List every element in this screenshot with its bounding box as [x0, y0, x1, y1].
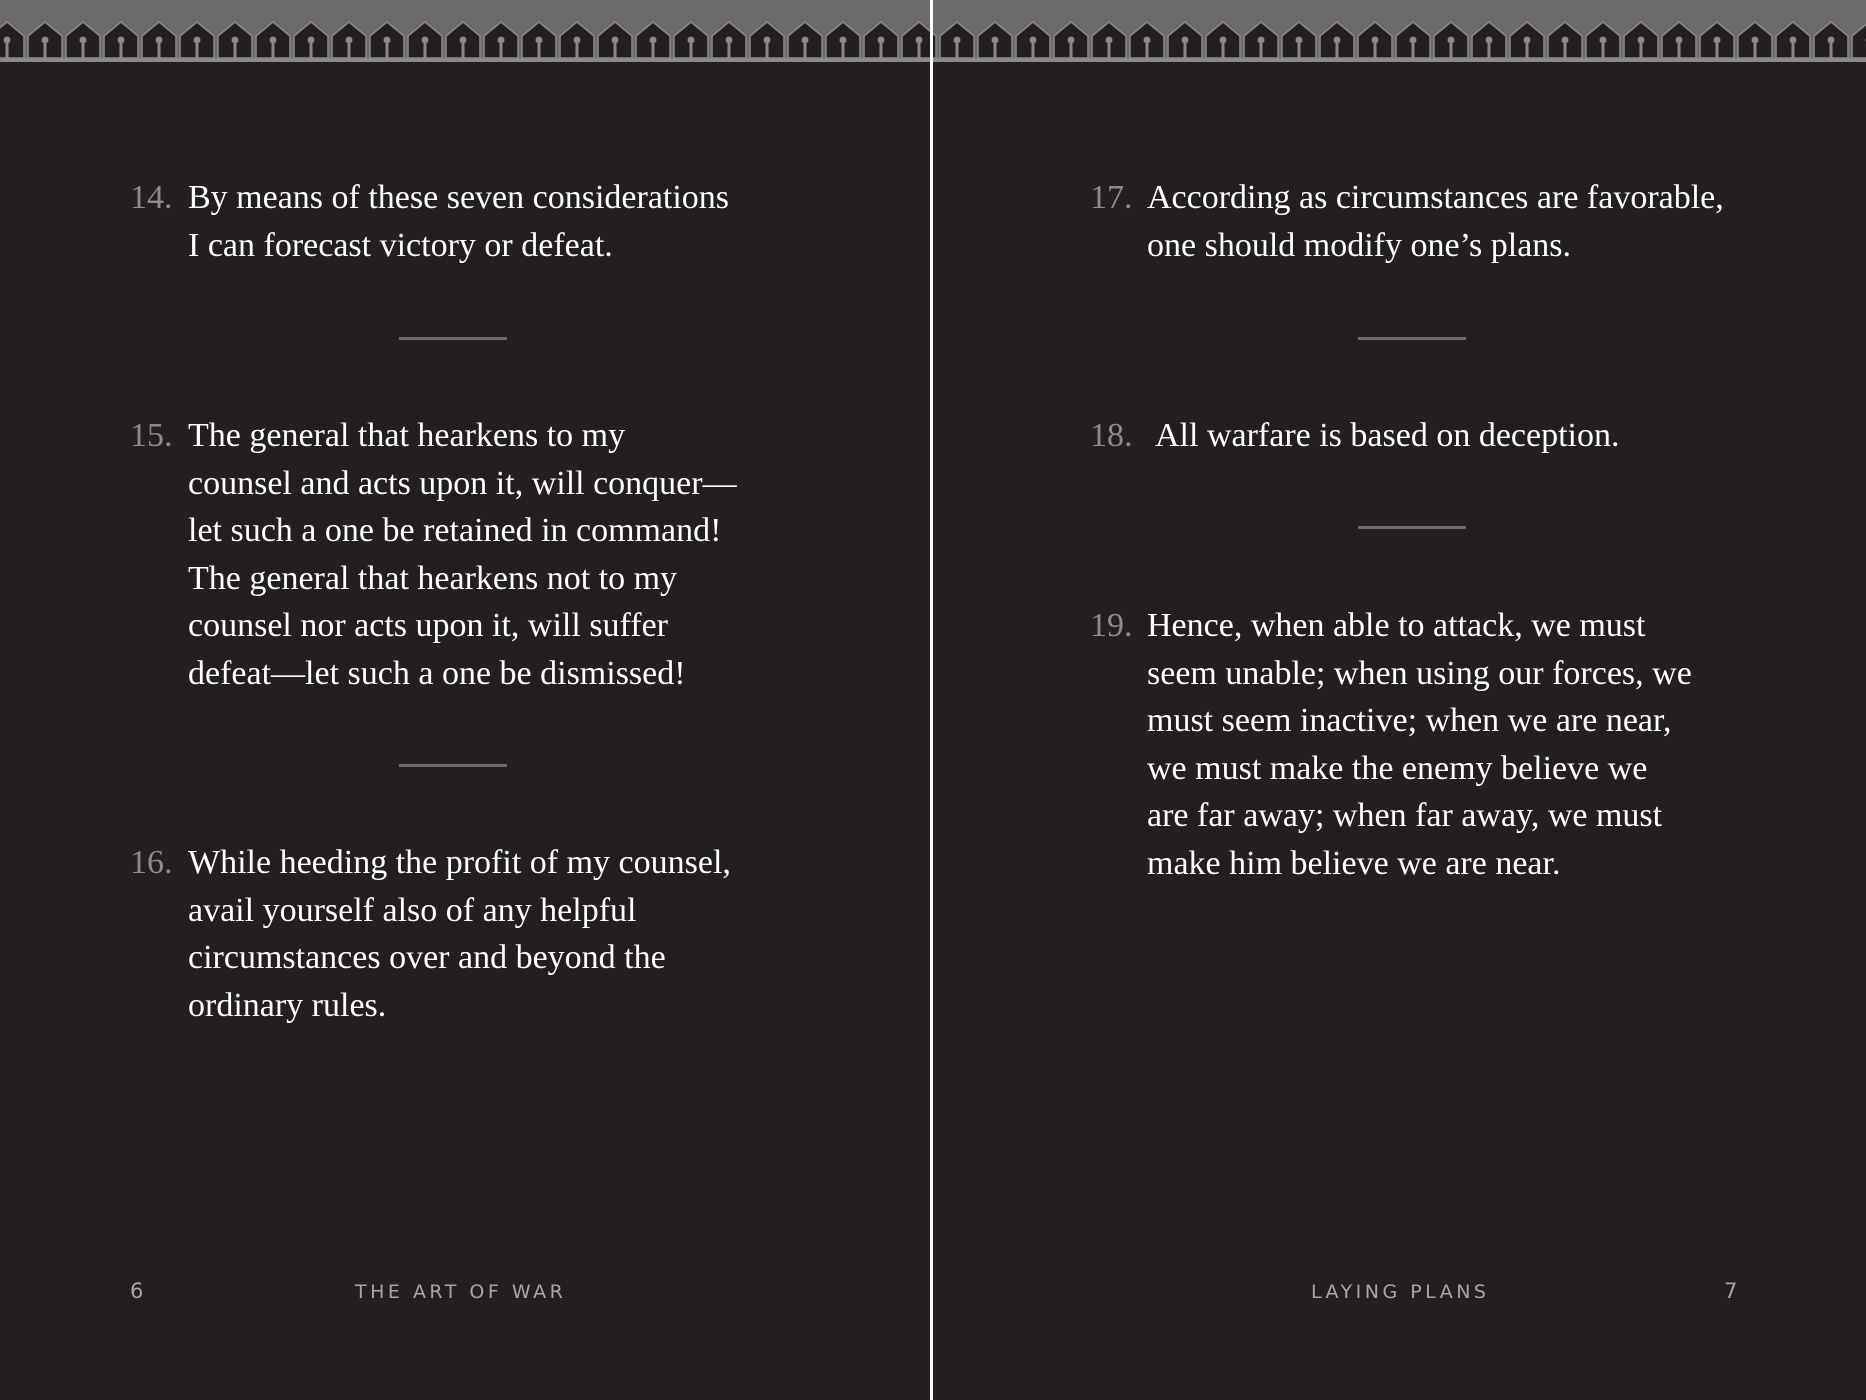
text-line: By means of these seven considerations [188, 179, 730, 216]
text-line: I can forecast victory or defeat. [188, 226, 613, 264]
text-line: defeat—let such a one be dismissed! [188, 654, 686, 692]
item-number: 18. [1090, 417, 1133, 454]
text-line: make him believe we are near. [1147, 844, 1561, 882]
item-number: 17. [1090, 179, 1133, 216]
text-line: ordinary rules. [188, 986, 387, 1024]
paragraph-16 [188, 839, 731, 1029]
paragraph-14 [188, 174, 729, 269]
text-line: counsel and acts upon it, will conquer— [188, 464, 737, 502]
text-line: must seem inactive; when we are near, [1147, 702, 1672, 740]
page-number: 7 [1724, 1279, 1738, 1303]
left-page [0, 66, 930, 1400]
running-head: LAYING PLANS [1311, 1281, 1490, 1303]
section-separator [399, 764, 507, 767]
text-line: The general that hearkens not to my [188, 559, 678, 597]
section-separator [399, 337, 507, 340]
text-line: avail yourself also of any helpful [188, 891, 637, 929]
text-line: While heeding the profit of my counsel, [188, 844, 731, 881]
section-separator [1358, 526, 1466, 529]
item-number: 19. [1090, 607, 1133, 644]
text-line: let such a one be retained in command! [188, 512, 722, 550]
section-separator [1358, 337, 1466, 340]
text-line: The general that hearkens to my [188, 417, 626, 454]
paragraph-19 [1147, 602, 1692, 888]
text-line: are far away; when far away, we must [1147, 797, 1663, 835]
item-number: 14. [130, 179, 173, 216]
text-line: counsel nor acts upon it, will suffer [188, 607, 669, 645]
house-pattern-icon [0, 0, 1866, 66]
item-number: 15. [130, 417, 173, 454]
decorative-header-band [0, 0, 1866, 66]
text-line: one should modify one’s plans. [1147, 226, 1572, 264]
text-line: seem unable; when using our forces, we [1147, 654, 1692, 692]
text-line: All warfare is based on deception. [1155, 417, 1620, 454]
text-line: circumstances over and beyond the [188, 939, 666, 977]
paragraph-17 [1147, 174, 1724, 269]
item-number: 16. [130, 844, 173, 881]
text-line: we must make the enemy believe we [1147, 749, 1648, 787]
running-head: THE ART OF WAR [355, 1281, 567, 1303]
right-page [933, 66, 1866, 1400]
text-line: Hence, when able to attack, we must [1147, 607, 1646, 644]
page-number: 6 [130, 1279, 144, 1303]
paragraph-18 [1155, 412, 1620, 460]
text-line: According as circumstances are favorable, [1147, 179, 1724, 216]
paragraph-15 [188, 412, 737, 698]
